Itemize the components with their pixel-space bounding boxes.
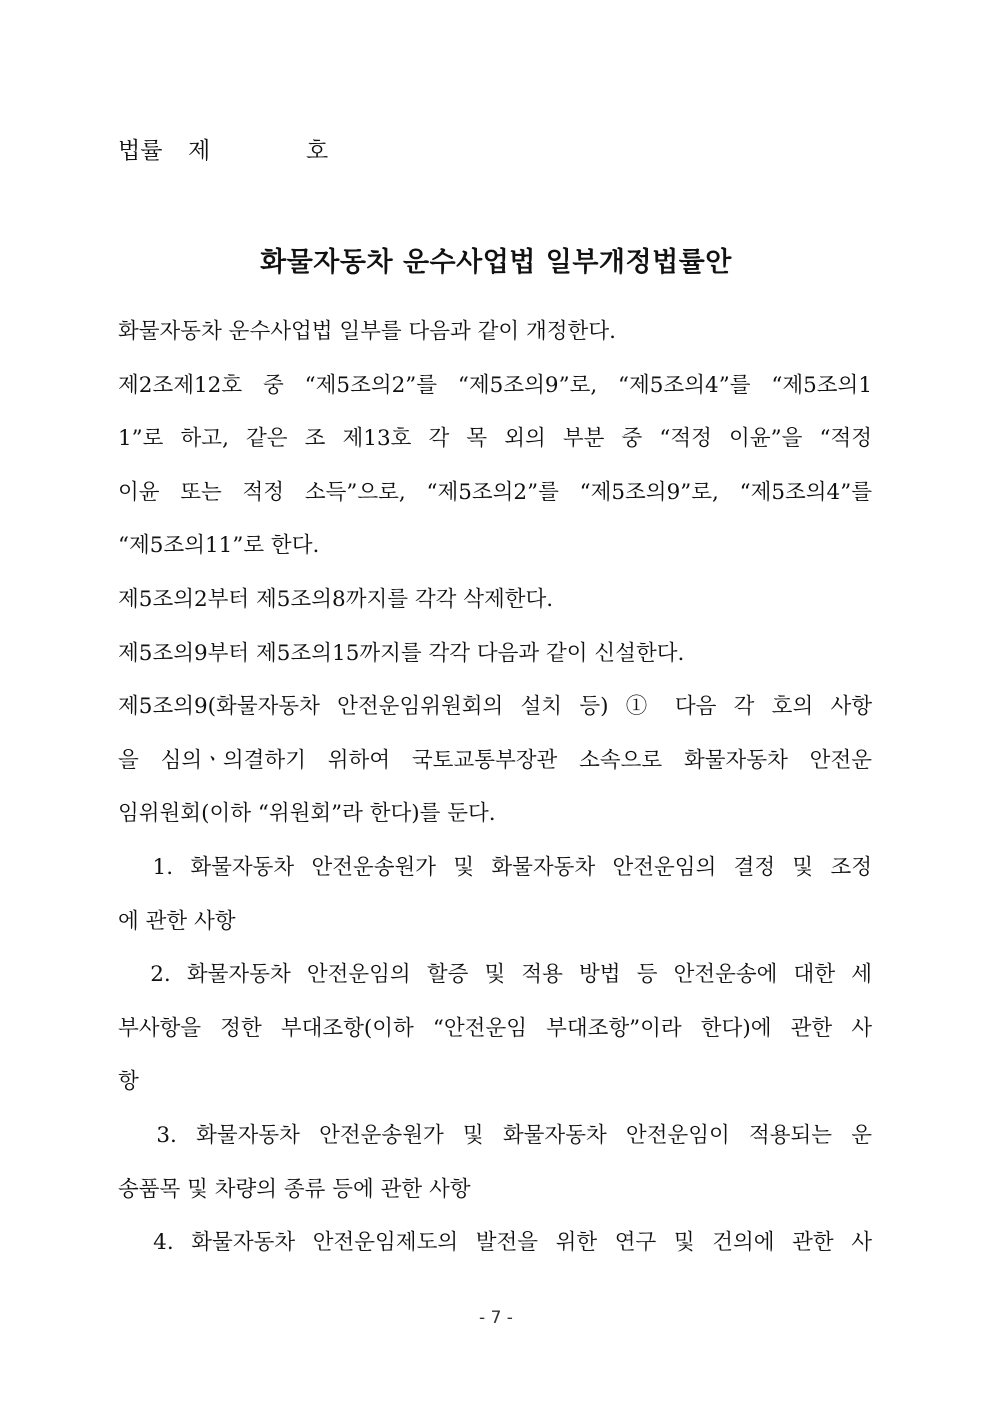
body-line: 송품목 및 차량의 종류 등에 관한 사항	[118, 1176, 471, 1202]
law-number-suffix: 호	[306, 138, 329, 164]
body-line: 에 관한 사항	[118, 908, 236, 934]
body-line: “제5조의11”로 한다.	[118, 533, 320, 559]
body-line: 1”로 하고, 같은 조 제13호 각 목 외의 부분 중 “적정 이윤”을 “적정	[118, 426, 872, 452]
body-line: 제5조의2부터 제5조의8까지를 각각 삭제한다.	[118, 586, 554, 612]
list-item-3: 3. 화물자동차 안전운송원가 및 화물자동차 안전운임이 적용되는 운	[118, 1122, 872, 1148]
body-line: 제5조의9(화물자동차 안전운임위원회의 설치 등) ① 다음 각 호의 사항	[118, 694, 872, 720]
body-line: 이윤 또는 적정 소득”으로, “제5조의2”를 “제5조의9”로, “제5조의4”를	[118, 479, 872, 505]
body-line: 항	[118, 1069, 139, 1095]
document-body	[118, 312, 872, 1277]
body-line: 을 심의ㆍ의결하기 위하여 국토교통부장관 소속으로 화물자동차 안전운	[118, 747, 872, 773]
body-line: 제2조제12호 중 “제5조의2”를 “제5조의9”로, “제5조의4”를 “제5조의1	[118, 372, 872, 398]
body-line: 부사항을 정한 부대조항(이하 “안전운임 부대조항”이라 한다)에 관한 사	[118, 1015, 872, 1041]
body-line: 임위원회(이하 “위원회”라 한다)를 둔다.	[118, 801, 496, 827]
law-number-prefix: 제	[188, 138, 211, 164]
list-item-1: 1. 화물자동차 안전운송원가 및 화물자동차 안전운임의 결정 및 조정	[118, 854, 872, 880]
law-number-line	[118, 132, 338, 165]
body-line: 화물자동차 운수사업법 일부를 다음과 같이 개정한다.	[118, 319, 616, 344]
list-item-4: 4. 화물자동차 안전운임제도의 발전을 위한 연구 및 건의에 관한 사	[118, 1230, 872, 1256]
body-line: 제5조의9부터 제5조의15까지를 각각 다음과 같이 신설한다.	[118, 640, 685, 666]
law-label: 법률	[118, 138, 163, 164]
list-item-2: 2. 화물자동차 안전운임의 할증 및 적용 방법 등 안전운송에 대한 세	[118, 962, 872, 988]
document-title: 화물자동차 운수사업법 일부개정법률안	[260, 247, 732, 278]
page-number: - 7 -	[479, 1308, 513, 1328]
